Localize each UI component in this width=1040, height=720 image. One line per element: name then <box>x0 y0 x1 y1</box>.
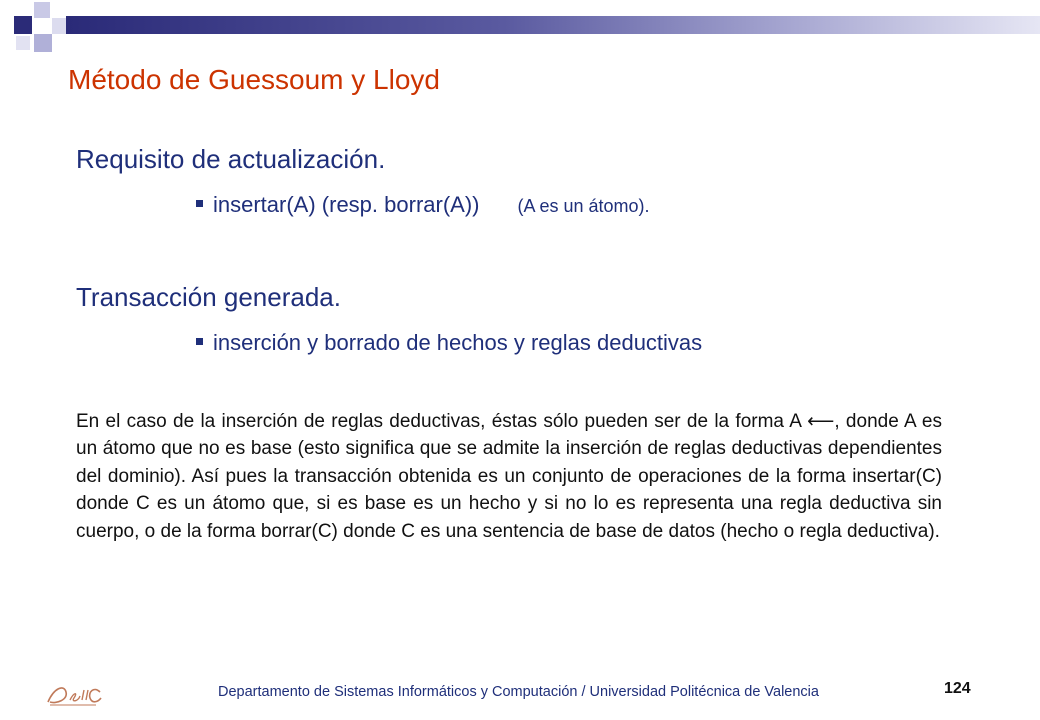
body-paragraph: En el caso de la inserción de reglas deductivas, éstas sólo pueden ser de la forma A ⟵, donde A es un átomo que no es base (esto significa que se admite la inserción de reglas deductivas dependientes del dominio). Así pues la transacción obtenida es un conjunto de operaciones de la forma insertar(C) donde C es un átomo que, si es base es un hecho y si no lo es representa una regla deductiva sin cuerpo, o de la forma borrar(C) donde C es una sentencia de base de datos (hecho o regla deductiva). <box>76 411 942 542</box>
bullet-text: insertar(A) (resp. borrar(A)) <box>213 192 480 217</box>
section-heading-transaccion: Transacción generada. <box>76 282 341 312</box>
bullet-text: inserción y borrado de hechos y reglas deductivas <box>213 330 703 355</box>
dsic-logo-icon <box>44 678 104 708</box>
bullet-note: (A es un átomo). <box>517 196 650 216</box>
section-heading-requisito: Requisito de actualización. <box>76 144 386 174</box>
header-gradient-bar <box>66 16 1040 34</box>
decor-square <box>16 36 30 50</box>
footer-department: Departamento de Sistemas Informáticos y Computación / Universidad Politécnica de Valencia <box>218 684 819 700</box>
square-bullet-icon <box>196 200 203 207</box>
decor-square <box>34 34 52 52</box>
bullet-transaccion <box>196 330 702 356</box>
bullet-requisito <box>196 192 650 218</box>
decor-square <box>34 2 50 18</box>
decor-square <box>14 16 32 34</box>
square-bullet-icon <box>196 338 203 345</box>
page-number: 124 <box>944 680 971 697</box>
slide-title: Método de Guessoum y Lloyd <box>68 64 440 95</box>
